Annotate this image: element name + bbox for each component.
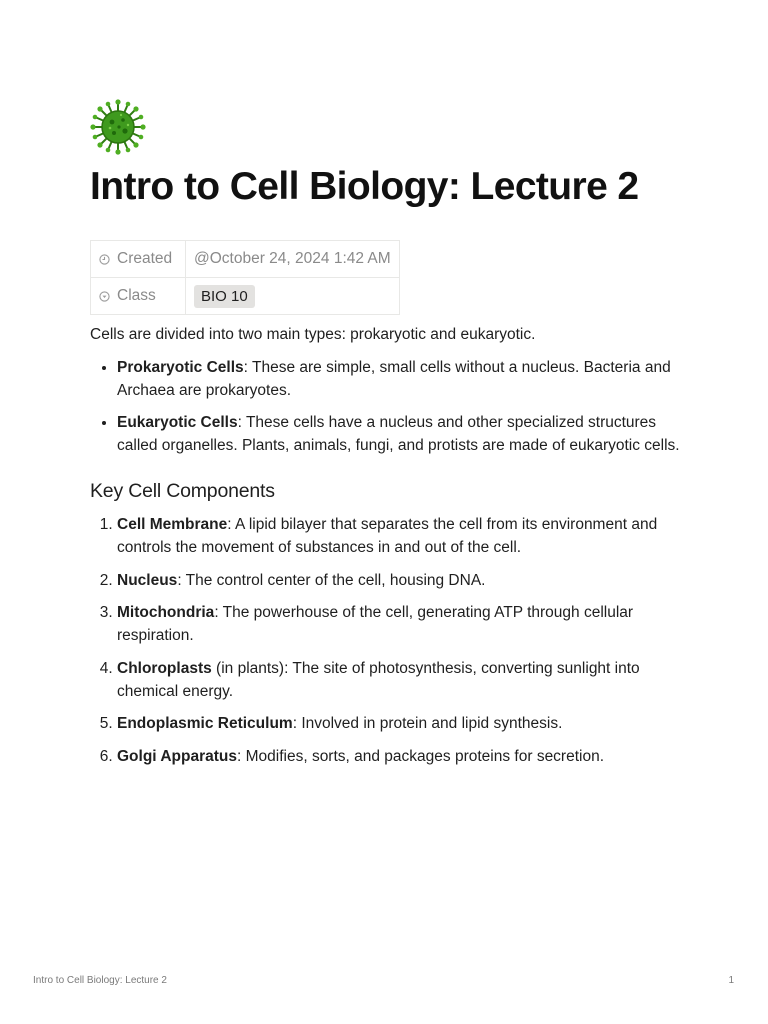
footer-title: Intro to Cell Biology: Lecture 2: [33, 975, 167, 986]
list-item: [117, 657, 680, 703]
list-item-text: (in plants): The site of photosynthesis, converting sunlight into chemical energy.: [117, 659, 640, 700]
list-item-term: Endoplasmic Reticulum: [117, 715, 293, 732]
list-item-text: : The powerhouse of the cell, generating ATP through cellular respiration.: [117, 604, 634, 644]
footer-page-number: 1: [728, 975, 734, 986]
select-icon: [99, 291, 110, 302]
document-page: [90, 98, 680, 777]
list-item: [117, 712, 680, 735]
list-item: [117, 745, 680, 768]
clock-icon: [99, 254, 110, 265]
list-item: [117, 513, 680, 559]
list-item-term: Chloroplasts: [117, 659, 212, 677]
list-item-term: Prokaryotic Cells: [117, 359, 244, 376]
components-list: [90, 513, 680, 768]
list-item-term: Cell Membrane: [117, 516, 228, 533]
list-item: [117, 601, 680, 647]
list-item-text: : Modifies, sorts, and packages proteins for secretion.: [237, 747, 605, 765]
property-key-label: Created: [117, 250, 173, 267]
cell-types-list: [90, 356, 680, 457]
list-item-text: : A lipid bilayer that separates the cell from its environment and controls the movement of substances in and out of the cell.: [117, 516, 658, 556]
property-row-class[interactable]: [91, 278, 400, 315]
list-item: [117, 569, 680, 592]
property-key: [91, 241, 186, 278]
property-row-created[interactable]: [91, 241, 400, 278]
class-tag[interactable]: BIO 10: [194, 285, 255, 308]
section-heading: Key Cell Components: [90, 480, 275, 502]
list-item-text: : These cells have a nucleus and other specialized structures called organelles. Plants, animals, fungi, and protists are made of eukaryotic cells.: [117, 414, 680, 454]
property-value-class[interactable]: [186, 278, 400, 315]
property-value-created[interactable]: @October 24, 2024 1:42 AM: [186, 241, 400, 278]
list-item: [117, 356, 680, 402]
list-item: [117, 411, 680, 457]
list-item-term: Eukaryotic Cells: [117, 414, 238, 431]
intro-paragraph: Cells are divided into two main types: prokaryotic and eukaryotic.: [90, 326, 536, 343]
microbe-icon: [90, 98, 146, 156]
list-item-term: Golgi Apparatus: [117, 747, 237, 765]
list-item-term: Nucleus: [117, 571, 178, 589]
list-item-text: : The control center of the cell, housing DNA.: [177, 571, 486, 589]
property-key-label: Class: [117, 287, 156, 304]
list-item-term: Mitochondria: [117, 604, 215, 621]
page-title: Intro to Cell Biology: Lecture 2: [90, 165, 639, 208]
properties-table: [90, 240, 400, 315]
list-item-text: : Involved in protein and lipid synthesis.: [292, 715, 563, 732]
property-key: [91, 278, 186, 315]
list-item-text: : These are simple, small cells without a nucleus. Bacteria and Archaea are prokaryotes.: [117, 359, 671, 399]
